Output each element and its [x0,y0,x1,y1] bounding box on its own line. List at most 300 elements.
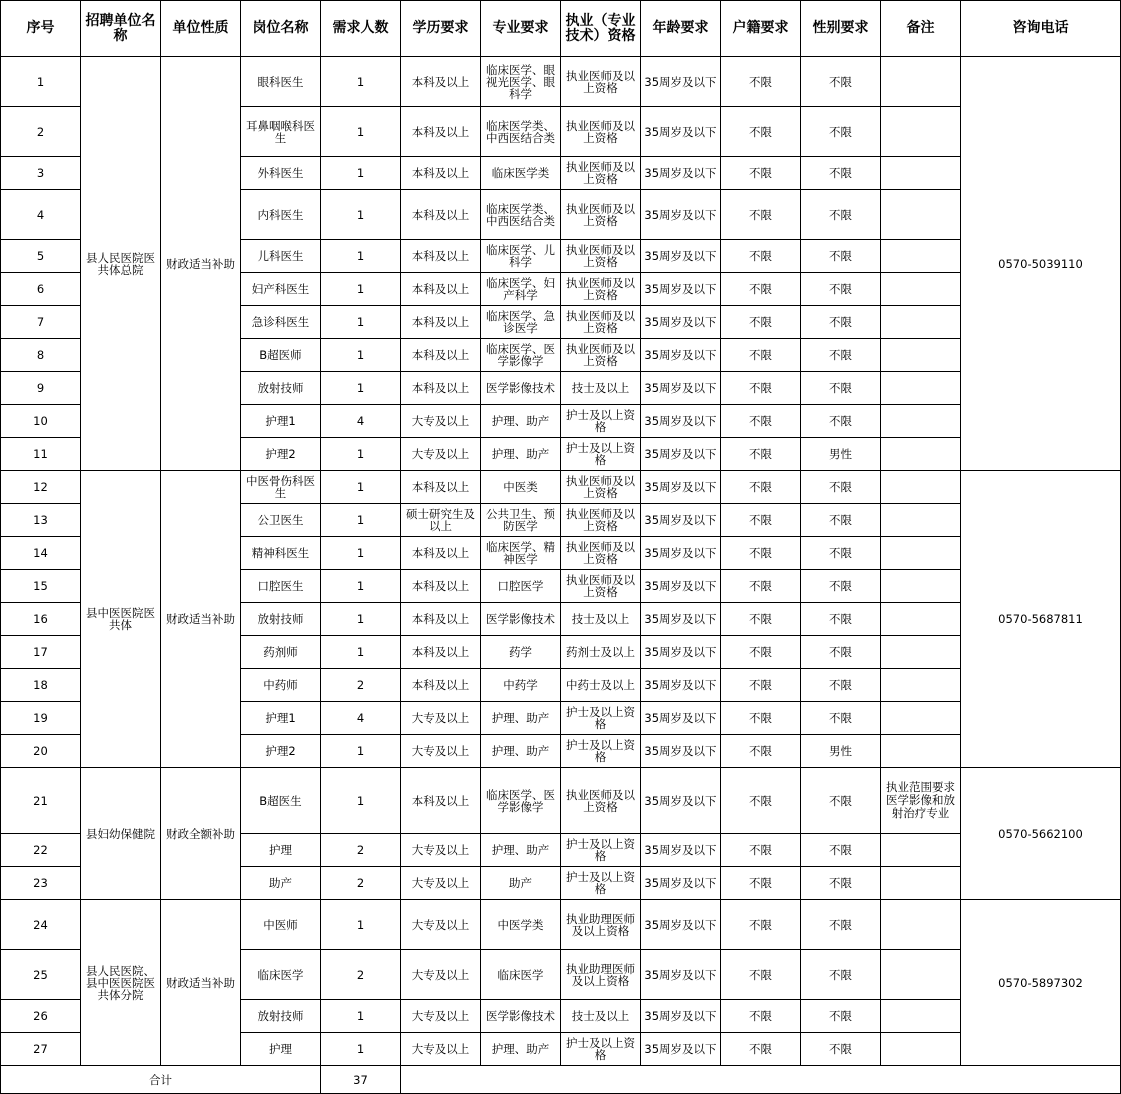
hukou-req: 不限 [721,107,801,157]
gender-req: 不限 [801,240,881,273]
note-cell [881,636,961,669]
row-number: 6 [1,273,81,306]
head-count: 1 [321,306,401,339]
education-req: 大专及以上 [401,867,481,900]
education-req: 大专及以上 [401,834,481,867]
head-count: 1 [321,1000,401,1033]
gender-req: 不限 [801,867,881,900]
qualification-req: 执业医师及以上资格 [561,339,641,372]
hukou-req: 不限 [721,1033,801,1066]
age-req: 35周岁及以下 [641,900,721,950]
row-number: 27 [1,1033,81,1066]
row-number: 15 [1,570,81,603]
major-req: 助产 [481,867,561,900]
age-req: 35周岁及以下 [641,190,721,240]
gender-req: 男性 [801,438,881,471]
unit-nature: 财政全额补助 [161,768,241,900]
qualification-req: 护士及以上资格 [561,1033,641,1066]
note-cell [881,273,961,306]
age-req: 35周岁及以下 [641,107,721,157]
post-name: 放射技师 [241,603,321,636]
head-count: 4 [321,702,401,735]
hukou-req: 不限 [721,240,801,273]
gender-req: 不限 [801,768,881,834]
major-req: 护理、助产 [481,405,561,438]
hukou-req: 不限 [721,768,801,834]
hukou-req: 不限 [721,190,801,240]
note-cell [881,471,961,504]
row-number: 22 [1,834,81,867]
education-req: 硕士研究生及以上 [401,504,481,537]
major-req: 护理、助产 [481,834,561,867]
note-cell [881,900,961,950]
head-count: 1 [321,603,401,636]
age-req: 35周岁及以下 [641,339,721,372]
post-name: 外科医生 [241,157,321,190]
qualification-req: 药剂士及以上 [561,636,641,669]
qualification-req: 执业医师及以上资格 [561,537,641,570]
header-unit: 招聘单位名称 [81,1,161,57]
age-req: 35周岁及以下 [641,1033,721,1066]
education-req: 本科及以上 [401,107,481,157]
table-row [1,900,1121,950]
gender-req: 不限 [801,636,881,669]
post-name: B超医生 [241,768,321,834]
hukou-req: 不限 [721,438,801,471]
hukou-req: 不限 [721,306,801,339]
head-count: 1 [321,438,401,471]
education-req: 本科及以上 [401,306,481,339]
unit-nature: 财政适当补助 [161,471,241,768]
major-req: 医学影像技术 [481,1000,561,1033]
gender-req: 不限 [801,1000,881,1033]
education-req: 本科及以上 [401,240,481,273]
head-count: 2 [321,867,401,900]
qualification-req: 技士及以上 [561,1000,641,1033]
gender-req: 不限 [801,190,881,240]
header-major: 专业要求 [481,1,561,57]
note-cell [881,570,961,603]
head-count: 1 [321,768,401,834]
header-no: 序号 [1,1,81,57]
qualification-req: 执业医师及以上资格 [561,240,641,273]
age-req: 35周岁及以下 [641,157,721,190]
hukou-req: 不限 [721,900,801,950]
education-req: 本科及以上 [401,372,481,405]
post-name: 中医骨伤科医生 [241,471,321,504]
total-row [1,1066,1121,1094]
major-req: 临床医学、医学影像学 [481,339,561,372]
age-req: 35周岁及以下 [641,504,721,537]
head-count: 1 [321,190,401,240]
qualification-req: 执业医师及以上资格 [561,768,641,834]
total-blank [401,1066,961,1094]
total-blank-end [961,1066,1121,1094]
post-name: 中药师 [241,669,321,702]
qualification-req: 中药士及以上 [561,669,641,702]
hukou-req: 不限 [721,867,801,900]
row-number: 26 [1,1000,81,1033]
hukou-req: 不限 [721,669,801,702]
qualification-req: 执业医师及以上资格 [561,273,641,306]
age-req: 35周岁及以下 [641,950,721,1000]
gender-req: 不限 [801,702,881,735]
qualification-req: 执业医师及以上资格 [561,306,641,339]
row-number: 4 [1,190,81,240]
head-count: 1 [321,339,401,372]
head-count: 1 [321,471,401,504]
age-req: 35周岁及以下 [641,306,721,339]
head-count: 1 [321,157,401,190]
post-name: 护理2 [241,438,321,471]
qualification-req: 执业医师及以上资格 [561,107,641,157]
hukou-req: 不限 [721,57,801,107]
major-req: 药学 [481,636,561,669]
hukou-req: 不限 [721,273,801,306]
row-number: 18 [1,669,81,702]
qualification-req: 执业医师及以上资格 [561,504,641,537]
note-cell [881,306,961,339]
head-count: 1 [321,57,401,107]
qualification-req: 护士及以上资格 [561,735,641,768]
qualification-req: 执业医师及以上资格 [561,157,641,190]
head-count: 2 [321,669,401,702]
header-phone: 咨询电话 [961,1,1121,57]
post-name: 药剂师 [241,636,321,669]
hukou-req: 不限 [721,405,801,438]
header-note: 备注 [881,1,961,57]
age-req: 35周岁及以下 [641,273,721,306]
post-name: 助产 [241,867,321,900]
note-cell [881,438,961,471]
qualification-req: 技士及以上 [561,372,641,405]
note-cell [881,107,961,157]
major-req: 临床医学类 [481,157,561,190]
qualification-req: 护士及以上资格 [561,702,641,735]
gender-req: 不限 [801,107,881,157]
head-count: 1 [321,240,401,273]
post-name: 精神科医生 [241,537,321,570]
table-row [1,471,1121,504]
age-req: 35周岁及以下 [641,405,721,438]
hukou-req: 不限 [721,636,801,669]
education-req: 大专及以上 [401,405,481,438]
qualification-req: 技士及以上 [561,603,641,636]
note-cell [881,950,961,1000]
unit-nature: 财政适当补助 [161,900,241,1066]
unit-name: 县人民医院医共体总院 [81,57,161,471]
row-number: 8 [1,339,81,372]
post-name: 护理 [241,834,321,867]
contact-phone: 0570-5662100 [961,768,1121,900]
hukou-req: 不限 [721,1000,801,1033]
header-qualification: 执业（专业技术）资格 [561,1,641,57]
gender-req: 不限 [801,537,881,570]
note-cell [881,603,961,636]
row-number: 13 [1,504,81,537]
major-req: 护理、助产 [481,735,561,768]
major-req: 临床医学类、中西医结合类 [481,190,561,240]
major-req: 公共卫生、预防医学 [481,504,561,537]
row-number: 2 [1,107,81,157]
note-cell [881,240,961,273]
education-req: 本科及以上 [401,603,481,636]
post-name: 口腔医生 [241,570,321,603]
education-req: 大专及以上 [401,1033,481,1066]
education-req: 大专及以上 [401,900,481,950]
contact-phone: 0570-5687811 [961,471,1121,768]
age-req: 35周岁及以下 [641,768,721,834]
major-req: 临床医学、急诊医学 [481,306,561,339]
note-cell [881,537,961,570]
row-number: 11 [1,438,81,471]
hukou-req: 不限 [721,735,801,768]
major-req: 护理、助产 [481,438,561,471]
major-req: 护理、助产 [481,702,561,735]
major-req: 中药学 [481,669,561,702]
unit-name: 县妇幼保健院 [81,768,161,900]
major-req: 临床医学类、中西医结合类 [481,107,561,157]
qualification-req: 执业医师及以上资格 [561,190,641,240]
note-cell [881,702,961,735]
note-cell [881,1000,961,1033]
gender-req: 不限 [801,273,881,306]
total-count: 37 [321,1066,401,1094]
age-req: 35周岁及以下 [641,438,721,471]
head-count: 1 [321,570,401,603]
header-age: 年龄要求 [641,1,721,57]
qualification-req: 执业助理医师及以上资格 [561,950,641,1000]
age-req: 35周岁及以下 [641,570,721,603]
gender-req: 不限 [801,157,881,190]
post-name: 妇产科医生 [241,273,321,306]
hukou-req: 不限 [721,157,801,190]
education-req: 大专及以上 [401,702,481,735]
note-cell [881,867,961,900]
head-count: 1 [321,107,401,157]
head-count: 2 [321,834,401,867]
post-name: 护理 [241,1033,321,1066]
total-label: 合计 [1,1066,321,1094]
qualification-req: 护士及以上资格 [561,405,641,438]
qualification-req: 执业医师及以上资格 [561,570,641,603]
row-number: 1 [1,57,81,107]
major-req: 临床医学、医学影像学 [481,768,561,834]
major-req: 口腔医学 [481,570,561,603]
gender-req: 不限 [801,57,881,107]
age-req: 35周岁及以下 [641,834,721,867]
hukou-req: 不限 [721,603,801,636]
age-req: 35周岁及以下 [641,240,721,273]
note-cell [881,405,961,438]
gender-req: 不限 [801,339,881,372]
major-req: 中医类 [481,471,561,504]
qualification-req: 执业医师及以上资格 [561,471,641,504]
note-cell [881,504,961,537]
hukou-req: 不限 [721,702,801,735]
head-count: 1 [321,1033,401,1066]
row-number: 10 [1,405,81,438]
hukou-req: 不限 [721,471,801,504]
row-number: 17 [1,636,81,669]
header-row [1,1,1121,57]
gender-req: 不限 [801,834,881,867]
note-cell: 执业范围要求医学影像和放射治疗专业 [881,768,961,834]
header-post: 岗位名称 [241,1,321,57]
age-req: 35周岁及以下 [641,669,721,702]
head-count: 4 [321,405,401,438]
education-req: 本科及以上 [401,339,481,372]
education-req: 大专及以上 [401,1000,481,1033]
hukou-req: 不限 [721,339,801,372]
head-count: 1 [321,273,401,306]
gender-req: 不限 [801,900,881,950]
contact-phone: 0570-5897302 [961,900,1121,1066]
education-req: 本科及以上 [401,768,481,834]
post-name: 护理2 [241,735,321,768]
gender-req: 不限 [801,669,881,702]
hukou-req: 不限 [721,570,801,603]
age-req: 35周岁及以下 [641,57,721,107]
gender-req: 不限 [801,570,881,603]
head-count: 1 [321,504,401,537]
age-req: 35周岁及以下 [641,372,721,405]
gender-req: 不限 [801,504,881,537]
header-education: 学历要求 [401,1,481,57]
gender-req: 不限 [801,950,881,1000]
head-count: 1 [321,537,401,570]
gender-req: 不限 [801,603,881,636]
head-count: 2 [321,950,401,1000]
row-number: 3 [1,157,81,190]
education-req: 大专及以上 [401,438,481,471]
education-req: 本科及以上 [401,157,481,190]
head-count: 1 [321,636,401,669]
hukou-req: 不限 [721,504,801,537]
age-req: 35周岁及以下 [641,867,721,900]
education-req: 本科及以上 [401,190,481,240]
table-body [1,57,1121,1094]
education-req: 本科及以上 [401,669,481,702]
note-cell [881,57,961,107]
row-number: 20 [1,735,81,768]
education-req: 本科及以上 [401,570,481,603]
gender-req: 不限 [801,1033,881,1066]
unit-name: 县人民医院、县中医医院医共体分院 [81,900,161,1066]
hukou-req: 不限 [721,950,801,1000]
age-req: 35周岁及以下 [641,471,721,504]
row-number: 23 [1,867,81,900]
unit-name: 县中医医院医共体 [81,471,161,768]
qualification-req: 护士及以上资格 [561,834,641,867]
note-cell [881,190,961,240]
note-cell [881,372,961,405]
age-req: 35周岁及以下 [641,636,721,669]
contact-phone: 0570-5039110 [961,57,1121,471]
major-req: 医学影像技术 [481,603,561,636]
note-cell [881,834,961,867]
qualification-req: 执业医师及以上资格 [561,57,641,107]
header-hukou: 户籍要求 [721,1,801,57]
row-number: 5 [1,240,81,273]
gender-req: 不限 [801,405,881,438]
row-number: 24 [1,900,81,950]
major-req: 临床医学、妇产科学 [481,273,561,306]
qualification-req: 执业助理医师及以上资格 [561,900,641,950]
age-req: 35周岁及以下 [641,702,721,735]
table-row [1,768,1121,834]
post-name: 放射技师 [241,372,321,405]
education-req: 本科及以上 [401,636,481,669]
post-name: B超医师 [241,339,321,372]
note-cell [881,157,961,190]
row-number: 9 [1,372,81,405]
post-name: 耳鼻咽喉科医生 [241,107,321,157]
gender-req: 不限 [801,306,881,339]
post-name: 中医师 [241,900,321,950]
post-name: 儿科医生 [241,240,321,273]
note-cell [881,339,961,372]
post-name: 急诊科医生 [241,306,321,339]
age-req: 35周岁及以下 [641,735,721,768]
qualification-req: 护士及以上资格 [561,867,641,900]
major-req: 临床医学、眼视光医学、眼科学 [481,57,561,107]
major-req: 护理、助产 [481,1033,561,1066]
post-name: 内科医生 [241,190,321,240]
hukou-req: 不限 [721,834,801,867]
head-count: 1 [321,900,401,950]
education-req: 本科及以上 [401,57,481,107]
header-gender: 性别要求 [801,1,881,57]
row-number: 14 [1,537,81,570]
unit-nature: 财政适当补助 [161,57,241,471]
row-number: 7 [1,306,81,339]
post-name: 公卫医生 [241,504,321,537]
gender-req: 不限 [801,372,881,405]
major-req: 临床医学 [481,950,561,1000]
education-req: 本科及以上 [401,537,481,570]
major-req: 医学影像技术 [481,372,561,405]
gender-req: 不限 [801,471,881,504]
major-req: 中医学类 [481,900,561,950]
age-req: 35周岁及以下 [641,603,721,636]
header-count: 需求人数 [321,1,401,57]
post-name: 眼科医生 [241,57,321,107]
post-name: 护理1 [241,702,321,735]
hukou-req: 不限 [721,537,801,570]
table-row [1,57,1121,107]
note-cell [881,669,961,702]
education-req: 本科及以上 [401,273,481,306]
row-number: 16 [1,603,81,636]
head-count: 1 [321,735,401,768]
education-req: 大专及以上 [401,950,481,1000]
post-name: 护理1 [241,405,321,438]
post-name: 临床医学 [241,950,321,1000]
qualification-req: 护士及以上资格 [561,438,641,471]
post-name: 放射技师 [241,1000,321,1033]
row-number: 21 [1,768,81,834]
head-count: 1 [321,372,401,405]
education-req: 本科及以上 [401,471,481,504]
hukou-req: 不限 [721,372,801,405]
header-nature: 单位性质 [161,1,241,57]
major-req: 临床医学、精神医学 [481,537,561,570]
note-cell [881,1033,961,1066]
note-cell [881,735,961,768]
gender-req: 男性 [801,735,881,768]
row-number: 12 [1,471,81,504]
